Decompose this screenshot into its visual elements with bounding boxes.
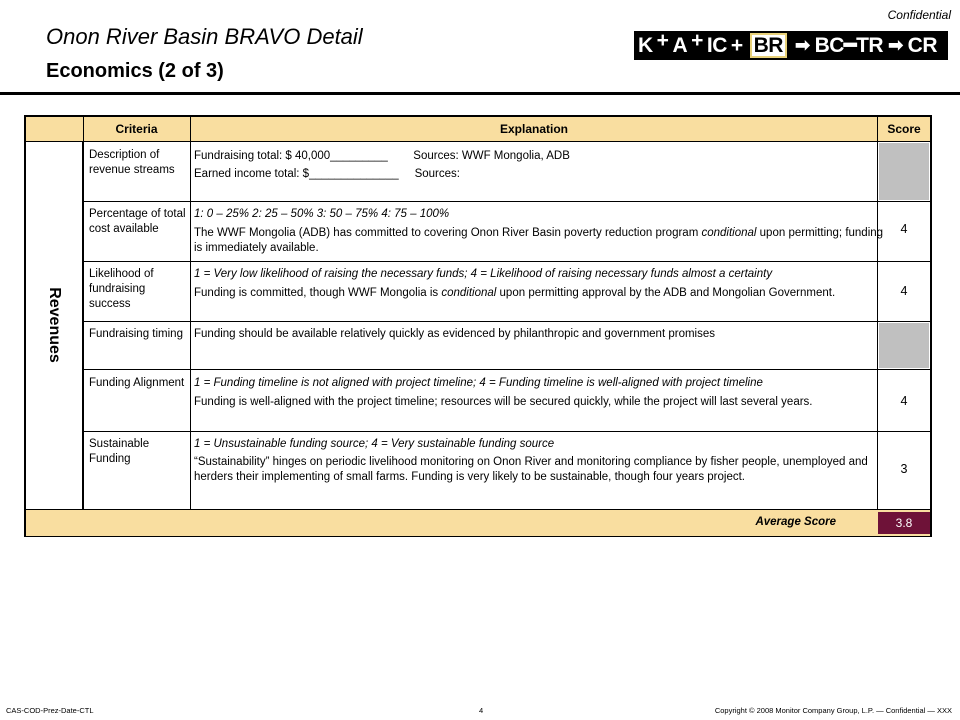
logo-plus: + [730, 33, 743, 57]
column-header-explanation: Explanation [499, 122, 568, 136]
criteria-cell: Description of revenue streams [89, 149, 175, 176]
logo-k: K [638, 33, 653, 57]
table-header [26, 117, 930, 142]
score-value: 4 [900, 394, 908, 408]
score-scale: 1 = Very low likelihood of raising the necessary funds; 4 = Likelihood of raising necessary funds almost a certainty [194, 268, 773, 280]
explanation-text: “Sustainability” hinges on periodic livelihood monitoring on Onon River and monitoring compliance by fisher people, unemployed and herders their implementing of small farms. Funding is very likely to be sustainable, though four years project. [194, 456, 868, 483]
logo-dash: ━ [843, 34, 857, 57]
grid-line [83, 117, 84, 509]
category-cell [26, 141, 83, 509]
score-value: 4 [900, 222, 908, 236]
text-emphasis: conditional [701, 227, 757, 239]
economics-table [24, 115, 932, 537]
explanation-cell [194, 376, 884, 410]
title-divider [0, 92, 960, 95]
text-part: The WWF Mongolia (ADB) has committed to covering Onon River Basin poverty reduction program [194, 227, 702, 239]
logo-cr: CR [907, 33, 938, 57]
text-part: upon permitting; funding is immediately available. [194, 227, 884, 254]
score-value: 3 [900, 462, 908, 476]
text-emphasis: conditional [441, 287, 497, 299]
arrow-icon: ➡ [888, 35, 903, 55]
text-part: Funding is committed, though WWF Mongolia is [194, 287, 442, 299]
logo-bc: BC [814, 33, 844, 57]
row-divider [83, 321, 930, 322]
explanation-cell [194, 267, 884, 301]
logo-br: BR [750, 33, 787, 58]
logo-plus: + [656, 28, 669, 52]
explanation-cell [194, 149, 884, 182]
page-number: 4 [479, 706, 484, 715]
score-scale: 1 = Funding timeline is not aligned with project timeline; 4 = Funding timeline is well-aligned with project timeline [194, 377, 763, 389]
column-header-criteria: Criteria [115, 122, 158, 136]
average-row [26, 509, 930, 536]
explanation-text: Funding is well-aligned with the project timeline; resources will be secured quickly, while the project will last several years. [194, 396, 813, 408]
row-divider [83, 201, 930, 202]
category-label: Revenues [46, 287, 63, 363]
grid-line [190, 117, 191, 509]
average-score-value: 3.8 [878, 512, 930, 534]
fundraising-total: Fundraising total: $ 40,000_________ Sources: WWF Mongolia, ADB [194, 150, 570, 162]
empty-score-cell [879, 143, 929, 200]
explanation-cell [194, 437, 884, 485]
explanation-text [194, 226, 884, 256]
page-subtitle: Economics (2 of 3) [46, 60, 224, 82]
page-title: Onon River Basin BRAVO Detail [46, 24, 363, 49]
criteria-cell: Funding Alignment [89, 377, 185, 389]
explanation-text [194, 286, 884, 301]
logo-plus: + [691, 28, 703, 52]
arrow-icon: ➡ [794, 35, 810, 55]
explanation-cell: Funding should be available relatively quickly as evidenced by philanthropic and government promises [194, 328, 715, 340]
earned-income-total: Earned income total: $______________ Sources: [194, 168, 460, 180]
text-part: upon permitting approval by the ADB and Mongolian Government. [496, 287, 836, 299]
row-divider [83, 369, 930, 370]
logo-tr: TR [856, 33, 884, 57]
confidential-label: Confidential [887, 8, 951, 22]
empty-score-cell [879, 323, 929, 368]
footer-code: CAS-COD-Prez-Date-CTL [6, 706, 94, 715]
criteria-cell: Fundraising timing [89, 328, 183, 340]
score-scale: 1: 0 – 25% 2: 25 – 50% 3: 50 – 75% 4: 75 – 100% [194, 208, 450, 220]
score-value: 4 [900, 284, 908, 298]
score-scale: 1 = Unsustainable funding source; 4 = Very sustainable funding source [194, 438, 555, 450]
row-divider [83, 261, 930, 262]
criteria-cell: Likelihood of fundraising success [89, 268, 154, 310]
criteria-cell: Percentage of total cost available [89, 208, 186, 235]
average-score-label: Average Score [755, 516, 836, 528]
row-divider [83, 431, 930, 432]
column-header-score: Score [887, 122, 921, 136]
explanation-cell [194, 207, 884, 256]
logo-ic: IC [706, 33, 727, 57]
logo-a: A [672, 33, 688, 57]
criteria-cell: Sustainable Funding [89, 438, 150, 465]
footer-copyright: Copyright © 2008 Monitor Company Group, L.P. — Confidential — XXX [714, 706, 952, 715]
bravo-logo [634, 28, 948, 60]
